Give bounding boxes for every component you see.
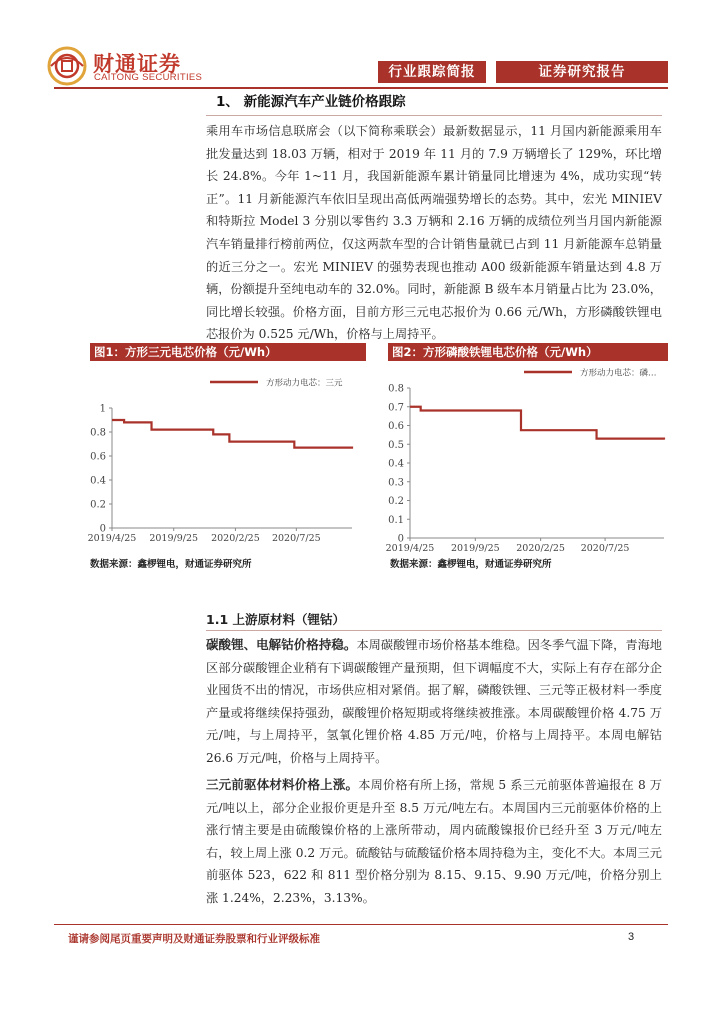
x-tick-label: 2019/4/25 [87, 533, 137, 544]
figure1-chart [86, 362, 366, 554]
y-tick-label: 1 [99, 403, 106, 415]
title-underline [206, 115, 662, 116]
y-tick-label: 0.1 [388, 514, 404, 526]
y-tick-label: 0.5 [388, 439, 404, 451]
intro-paragraph: 乘用车市场信息联席会（以下简称乘联会）最新数据显示，11 月国内新能源乘用车批发量达到 18.03 万辆，相对于 2019 年 11 月的 7.9 万辆增长了 129%，环比增长 24.8%。今年 1~11 月，我国新能源车累计销量同比增速为 4%，成功实现“转正”。11 月新能源汽车依旧呈现出高低两端强势增长的态势。其中，宏光 MINIEV 和特斯拉 Model 3 分别以零售约 3.3 万辆和 2.16 万辆的成绩位列当月国内新能源汽车销量排行榜前两位，仅这两款车型的合计销售量就已占到 11 月新能源车总销量的近三分之一。宏光 MINIEV 的强势表现也推动 A00 级新能源车销量达到 4.8 万辆，份额提升至纯电动车的 32.0%。同时，新能源 B 级车本月销量占比为 23.0%，同比增长较强。价格方面，目前方形三元电芯报价为 0.66 元/Wh，方形磷酸铁锂电芯报价为 0.525 元/Wh，价格与上周持平。 [206, 124, 662, 342]
precursor-paragraph [206, 774, 662, 910]
lithium-cobalt-paragraph [206, 634, 662, 770]
y-tick-label: 0.2 [388, 496, 404, 507]
figure2-title: 图2：方形磷酸铁锂电芯价格（元/Wh） [388, 343, 668, 361]
x-tick-label: 2020/2/25 [211, 533, 260, 544]
y-tick-label: 0 [397, 533, 404, 545]
subsection-title: 1.1 上游原材料（锂钴） [206, 612, 345, 627]
paragraph-body: 本周碳酸锂市场价格基本维稳。因冬季气温下降，青海地区部分碳酸锂企业稍有下调碳酸锂产量预期，但下调幅度不大，实际上有存在部分企业囤货不出的情况，市场供应相对紧俏。据了解，磷酸铁锂、三元等正极材料一季度产量或将继续保持强劲，碳酸锂价格短期或将继续被推涨。本周碳酸锂价格 4.75 万元/吨，与上周持平，氢氧化锂价格 4.85 万元/吨，价格与上周持平。本周电解钴 26.6 万元/吨，价格与上周持平。 [206, 638, 662, 765]
figure1-title: 图1：方形三元电芯价格（元/Wh） [90, 343, 366, 361]
header-divider [54, 87, 668, 89]
figure1-source: 数据来源：鑫椤锂电，财通证券研究所 [90, 559, 252, 570]
x-tick-label: 2020/2/25 [516, 543, 565, 554]
y-tick-label: 0.8 [90, 427, 106, 439]
y-tick-label: 0.6 [90, 451, 106, 463]
y-tick-label: 0.6 [388, 421, 404, 432]
y-tick-label: 0 [99, 523, 106, 535]
x-tick-label: 2020/7/25 [271, 533, 321, 544]
series-line [410, 407, 664, 440]
report-type-box: 证券研究报告 [496, 61, 668, 83]
paragraph-lead: 碳酸锂、电解钴价格持稳。 [206, 637, 357, 652]
footer-disclaimer: 谨请参阅尾页重要声明及财通证券股票和行业评级标准 [68, 933, 320, 945]
y-tick-label: 0.7 [388, 402, 404, 414]
paragraph-lead: 三元前驱体材料价格上涨。 [206, 777, 359, 792]
x-tick-label: 2019/9/25 [450, 543, 500, 554]
x-tick-label: 2019/9/25 [149, 533, 199, 544]
y-tick-label: 0.2 [90, 499, 106, 511]
legend-label: 方形动力电芯：三元 [266, 378, 343, 389]
caitong-logo-icon [47, 46, 87, 86]
y-tick-label: 0.4 [388, 458, 404, 470]
subsection-underline [206, 630, 662, 631]
figure2-chart [384, 362, 670, 554]
paragraph-body: 本周价格有所上扬，常规 5 系三元前驱体普遍报在 8 万元/吨以上，部分企业报价更是升至 8.5 万元/吨左右。本周国内三元前驱体价格的上涨行情主要是由硫酸镍价格的上涨所带动，周内硫酸镍报价已经升至 3 万元/吨左右，较上周上涨 0.2 万元。硫酸钴与硫酸锰价格本周持稳为主，变化不大。本周三元前驱体 523，622 和 811 型价格分别为 8.15、9.15、9.90 万元/吨，价格分别上涨 1.24%，2.23%，3.13%。 [206, 778, 662, 905]
y-tick-label: 0.4 [90, 475, 106, 487]
footer-divider [54, 924, 668, 925]
figure2-source: 数据来源：鑫椤锂电，财通证券研究所 [390, 559, 552, 570]
logo-english-name: CAITONG SECURITIES [94, 72, 203, 83]
y-tick-label: 0.3 [388, 477, 404, 489]
legend-label: 方形动力电芯：磷… [580, 368, 657, 379]
series-line [112, 420, 352, 449]
logo-chinese-name: 财通证券 [93, 52, 181, 76]
y-tick-label: 0.8 [388, 383, 404, 395]
report-category-box: 行业跟踪简报 [378, 61, 486, 83]
section-title: 1、 新能源汽车产业链价格跟踪 [216, 94, 406, 110]
page-number: 3 [628, 931, 635, 943]
x-tick-label: 2019/4/25 [385, 543, 435, 554]
x-tick-label: 2020/7/25 [580, 543, 630, 554]
